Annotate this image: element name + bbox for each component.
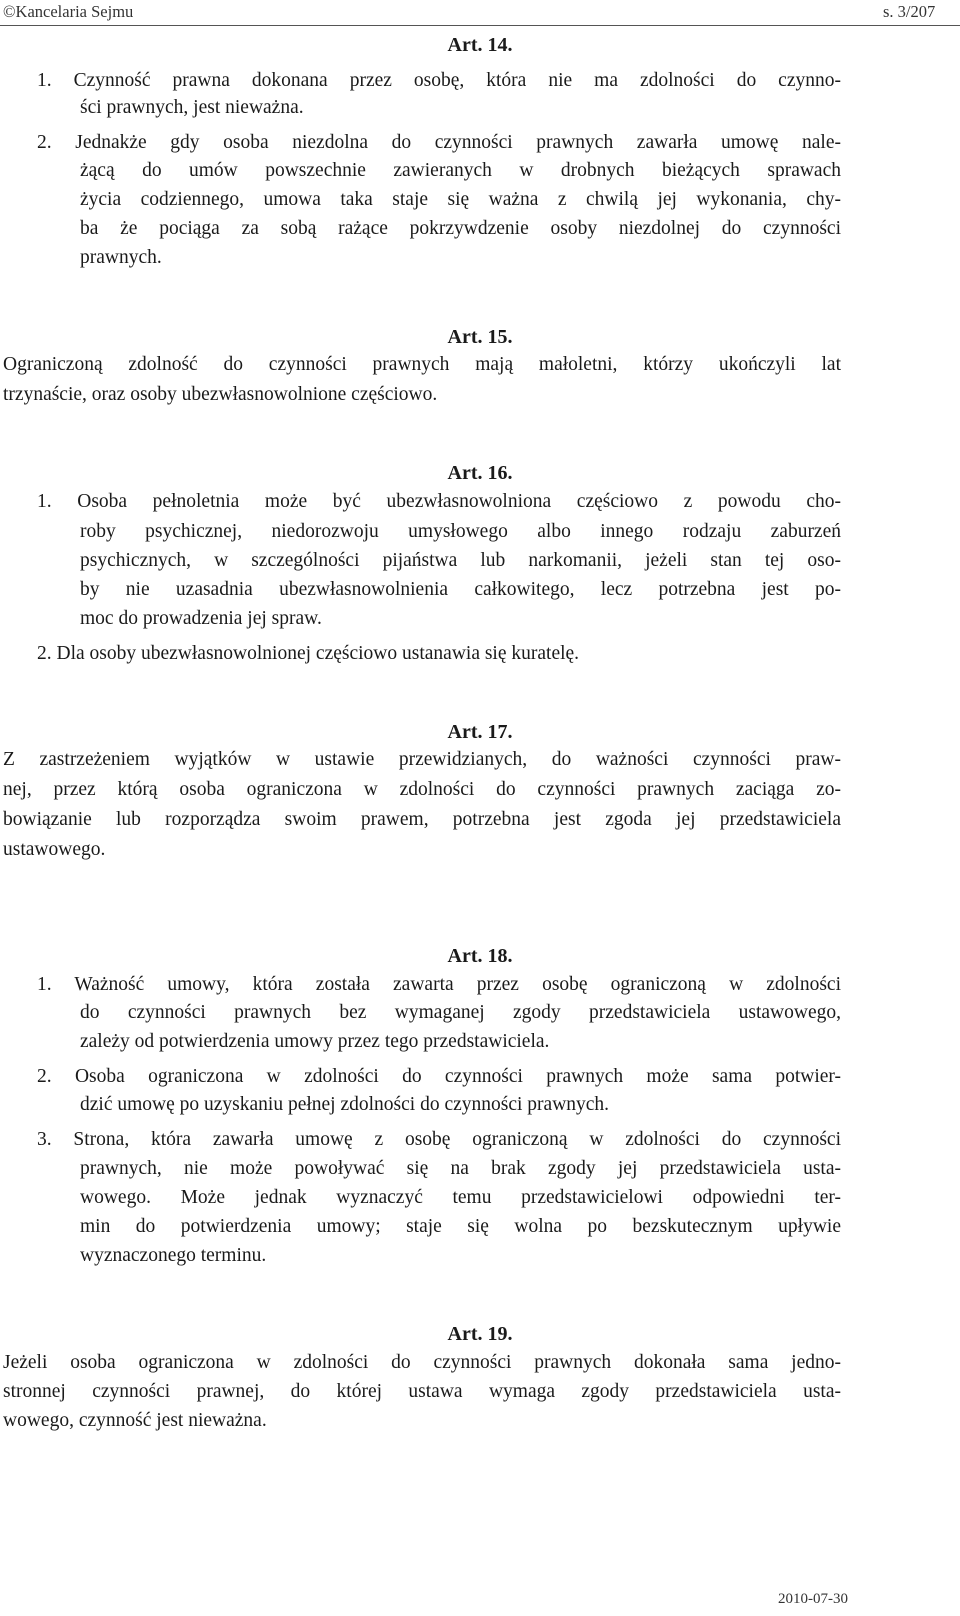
article-18-heading: Art. 18. [447, 945, 513, 967]
article-16-par-1-line: psychicznych, w szczególności pijaństwa lub narkomanii, jeżeli stan tej oso- [80, 550, 841, 571]
article-14-par-1-line: 1. Czynność prawna dokonana przez osobę, która nie ma zdolności do czynno- [37, 70, 841, 91]
article-15-heading: Art. 15. [447, 326, 513, 348]
header-divider [0, 25, 960, 26]
article-17-text-line: bowiązanie lub rozporządza swoim prawem, potrzebna jest zgoda jej przedstawiciela [3, 809, 841, 830]
article-18-par-1-line: 1. Ważność umowy, która została zawarta przez osobę ograniczoną w zdolności [37, 974, 841, 995]
article-18-par-1-line: do czynności prawnych bez wymaganej zgody przedstawiciela ustawowego, [80, 1002, 841, 1023]
article-14-par-2-line: prawnych. [80, 247, 162, 268]
article-17-heading: Art. 17. [447, 721, 513, 743]
article-18-par-3-line: 3. Strona, która zawarła umowę z osobę ograniczoną w zdolności do czynności [37, 1129, 841, 1150]
article-18-par-1-line: zależy od potwierdzenia umowy przez tego przedstawiciela. [80, 1031, 550, 1052]
article-16-par-1-line: roby psychicznej, niedorozwoju umysłowego albo innego rodzaju zaburzeń [80, 521, 841, 542]
header-publisher: ©Kancelaria Sejmu [3, 2, 134, 21]
article-14-par-2-line: żącą do umów powszechnie zawieranych w drobnych bieżących sprawach [80, 160, 841, 181]
article-18-par-3-line: prawnych, nie może powoływać się na brak zgody jej przedstawiciela usta- [80, 1158, 841, 1179]
article-18-par-3-line: wyznaczonego terminu. [80, 1245, 267, 1266]
article-19-text-line: Jeżeli osoba ograniczona w zdolności do czynności prawnych dokonała sama jedno- [3, 1352, 841, 1373]
article-19-text-line: wowego, czynność jest nieważna. [3, 1410, 267, 1431]
article-16-heading: Art. 16. [447, 462, 513, 484]
article-14-par-1-line: ści prawnych, jest nieważna. [80, 97, 304, 118]
article-16-par-1-line: moc do prowadzenia jej spraw. [80, 608, 322, 629]
footer-date: 2010-07-30 [778, 1591, 848, 1607]
article-14-par-2-line: życia codziennego, umowa taka staje się ważna z chwilą jej wykonania, chy- [80, 189, 841, 210]
article-19-text-line: stronnej czynności prawnej, do której ustawa wymaga zgody przedstawiciela usta- [3, 1381, 841, 1402]
article-17-text-line: nej, przez którą osoba ograniczona w zdolności do czynności prawnych zaciąga zo- [3, 779, 841, 800]
article-14-heading: Art. 14. [447, 34, 513, 56]
article-18-par-2-line: 2. Osoba ograniczona w zdolności do czynności prawnych może sama potwier- [37, 1066, 841, 1087]
article-15-text-line: Ograniczoną zdolność do czynności prawnych mają małoletni, którzy ukończyli lat [3, 354, 841, 375]
article-18-par-3-line: wowego. Może jednak wyznaczyć temu przedstawicielowi odpowiedni ter- [80, 1187, 841, 1208]
article-16-par-2-line: 2. Dla osoby ubezwłasnowolnionej częściowo ustanawia się kuratelę. [37, 643, 580, 664]
article-17-text-line: ustawowego. [3, 839, 106, 860]
article-17-text-line: Z zastrzeżeniem wyjątków w ustawie przewidzianych, do ważności czynności praw- [3, 749, 841, 770]
article-16-par-1-line: 1. Osoba pełnoletnia może być ubezwłasnowolniona częściowo z powodu cho- [37, 491, 841, 512]
article-19-heading: Art. 19. [447, 1323, 513, 1345]
header-page-number: s. 3/207 [883, 2, 936, 21]
article-14-par-2-line: ba że pociąga za sobą rażące pokrzywdzenie osoby niezdolnej do czynności [80, 218, 841, 239]
article-16-par-1-line: by nie uzasadnia ubezwłasnowolnienia całkowitego, lecz potrzebna jest po- [80, 579, 841, 600]
article-14-par-2-line: 2. Jednakże gdy osoba niezdolna do czynności prawnych zawarła umowę nale- [37, 132, 841, 153]
article-18-par-3-line: min do potwierdzenia umowy; staje się wolna po bezskutecznym upływie [80, 1216, 841, 1237]
article-18-par-2-line: dzić umowę po uzyskaniu pełnej zdolności do czynności prawnych. [80, 1094, 610, 1115]
article-15-text-line: trzynaście, oraz osoby ubezwłasnowolnione częściowo. [3, 384, 438, 405]
